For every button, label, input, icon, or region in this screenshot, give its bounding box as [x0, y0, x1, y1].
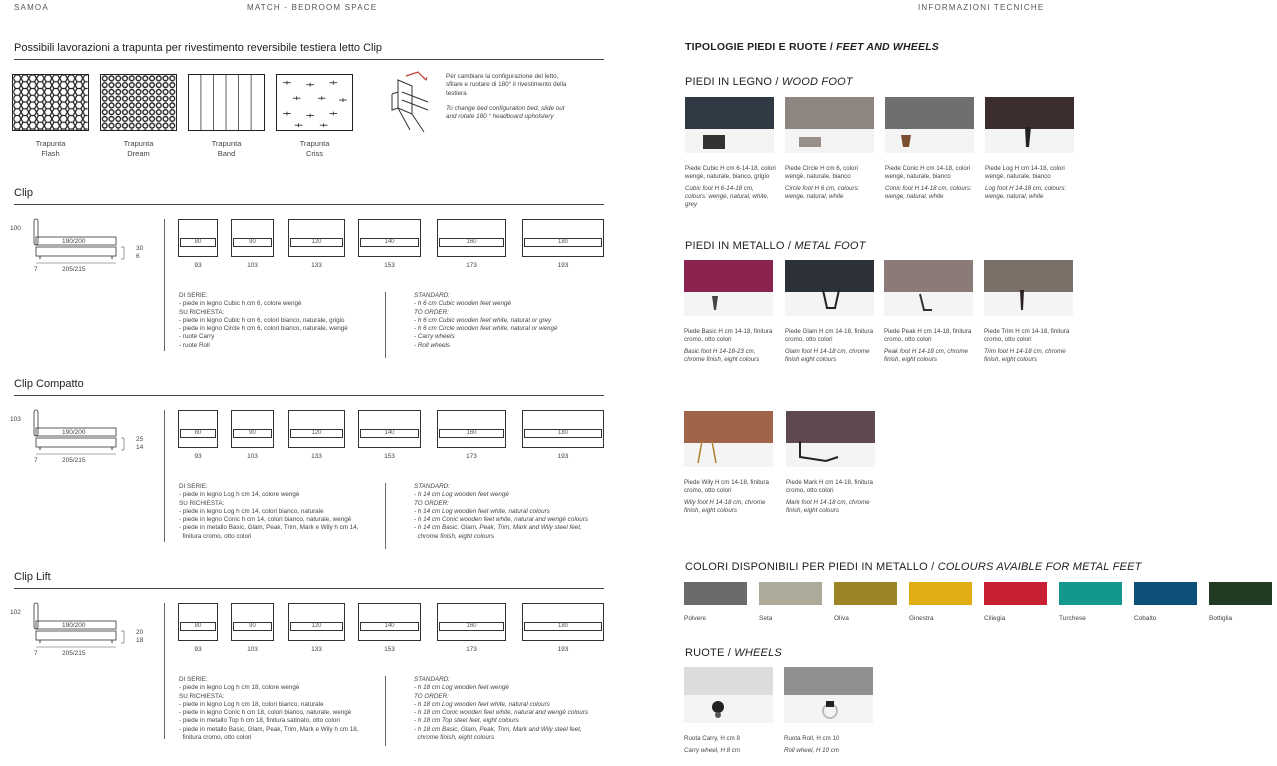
metal-caption-it: Piede Wily H cm 14-18, finitura cromo, otto colori: [684, 479, 769, 494]
bed-width: 180: [524, 429, 602, 438]
separator: [385, 676, 386, 746]
wood-caption-en: Circle foot H 6 cm, colours: wenge, natural, white: [785, 185, 860, 200]
spec-line: - piede in legno Circle h cm 6, colori bianco, naturale, wengè: [179, 325, 348, 333]
bed-top-view: [178, 219, 218, 269]
bed-width: 140: [360, 622, 419, 631]
pattern-flash: [12, 74, 89, 131]
bed-top-view: [437, 219, 506, 269]
metal-image: [785, 260, 874, 316]
metal-caption-en: Mark foot H 14-18 cm, chrome finish, eight colours: [786, 499, 870, 514]
dim-length: 190/200: [62, 238, 86, 245]
quilting-title: Possibili lavorazioni a trapunta per rivestimento reversibile testiera letto Clip: [14, 42, 383, 54]
wood-caption-en: Conic foot H 14-18 cm, colours: wenge, natural, white: [885, 185, 972, 200]
divider: [14, 59, 604, 60]
colour-name: Turchese: [1059, 615, 1086, 622]
colour-swatch: [684, 582, 747, 605]
wheel-caption-it: Ruota Carry, H cm 8: [684, 735, 740, 742]
spec-line: finitura cromo, otto colori: [179, 734, 252, 742]
dim-height: 102: [10, 609, 21, 616]
bed-top-view: [522, 603, 604, 653]
bed-total-width: 133: [311, 262, 322, 269]
bed-top-view: [358, 603, 421, 653]
bed-top-view: [288, 219, 345, 269]
colour-swatch: [1134, 582, 1197, 605]
wheel-caption-en: Carry wheel, H 8 cm: [684, 747, 741, 754]
bed-total-width: 173: [466, 646, 477, 653]
model-title: Clip: [14, 187, 33, 199]
bed-total-width: 193: [557, 646, 569, 653]
colour-name: Cobalto: [1134, 615, 1157, 622]
spec-line: - piede in legno Log h cm 18, colori bianco, naturale: [179, 700, 324, 708]
spec-line: TO ORDER:: [414, 308, 449, 316]
spec-line: - h 18 cm Basic, Glam, Peak, Trim, Mark and Wily steel feet,: [414, 725, 582, 733]
colour-name: Polvere: [684, 615, 707, 622]
dim-height: 103: [10, 416, 21, 423]
bed-width: 120: [290, 238, 343, 247]
bed-total-width: 153: [384, 646, 395, 653]
headboard-note-en: To change bed configuration bed, slide out and rotate 180 ° headboard upholstery: [446, 105, 565, 121]
model-title: Clip Lift: [14, 571, 51, 583]
bed-width: 180: [524, 238, 602, 247]
bed-top-view: [437, 410, 506, 460]
pattern-label-flash: Trapunta Flash: [35, 139, 66, 158]
bed-total-width: 193: [557, 262, 569, 269]
spec-line: - h 18 cm Log wooden feet white, natural colours: [414, 700, 550, 708]
headboard-note-it: Per cambiare la configurazione del letto, sfilare e ruotare di 180° il rivestimento della testiera: [446, 73, 567, 97]
dim-h1: 25: [136, 436, 144, 443]
spec-line: - piede in legno Cubic h cm 6, colori bianco, naturale, grigio: [179, 316, 345, 324]
dim-h2: 14: [136, 444, 144, 451]
feet-wheels-title: TIPOLOGIE PIEDI E RUOTE / FEET AND WHEELS: [685, 41, 940, 53]
bed-top-view: [522, 410, 604, 460]
metal-caption: [785, 328, 877, 364]
bed-total-width: 153: [384, 453, 395, 460]
divider: [14, 395, 604, 396]
dim-h2: 6: [136, 253, 140, 260]
colour-name: Oliva: [834, 615, 849, 622]
bed-total-width: 133: [311, 453, 322, 460]
spec-line: SU RICHIESTA:: [179, 308, 225, 316]
bed-total-width: 103: [247, 453, 258, 460]
spec-line: - Carry wheels: [414, 333, 455, 341]
bed-top-view: [358, 410, 421, 460]
spec-line: - h 14 cm Conic wooden feet white, natural and wengè colours: [414, 516, 588, 524]
colour-swatch: [1209, 582, 1272, 605]
wood-caption: [985, 165, 1077, 201]
wheel-caption-en: Roll wheel, H 10 cm: [784, 747, 840, 754]
dim-foot: 7: [34, 650, 38, 657]
wheel-caption: [684, 735, 776, 755]
spec-line: TO ORDER:: [414, 499, 449, 507]
specs-it: [179, 292, 384, 350]
spec-line: STANDARD:: [414, 292, 450, 299]
bed-width: 80: [180, 622, 216, 631]
dim-h2: 18: [136, 637, 144, 644]
spec-line: TO ORDER:: [414, 692, 449, 700]
bed-total-width: 103: [247, 646, 258, 653]
separator: [385, 483, 386, 549]
separator: [385, 292, 386, 358]
dim-length: 190/200: [62, 622, 86, 629]
wood-image: [785, 97, 874, 153]
dim-total: 205/215: [62, 457, 86, 464]
bed-width: 120: [290, 622, 343, 631]
spec-line: - h 14 cm Basic, Glam, Peak, Trim, Mark and Wily steel feet,: [414, 524, 582, 532]
bed-top-view: [178, 603, 218, 653]
spec-line: chrome finish, eight colours: [414, 734, 495, 742]
metal-foot-heading: PIEDI IN METALLO / METAL FOOT: [685, 240, 866, 252]
spec-line: - h 14 cm Log wooden feet wengè: [414, 491, 509, 499]
wheel-caption-it: Ruota Roll, H cm 10: [784, 735, 840, 742]
colour-name: Bottiglia: [1209, 615, 1233, 622]
metal-caption-it: Piede Trim H cm 14-18, finitura cromo, otto colori: [984, 328, 1070, 343]
wheel-caption: [784, 735, 876, 755]
bed-total-width: 93: [194, 262, 202, 269]
bed-width: 180: [524, 622, 602, 631]
pattern-dream: [100, 74, 177, 131]
metal-caption-it: Piede Mark H cm 14-18, finitura cromo, otto colori: [786, 479, 874, 494]
header-right: INFORMAZIONI TECNICHE: [918, 3, 1045, 12]
bed-total-width: 103: [247, 262, 258, 269]
dim-height: 100: [10, 225, 21, 232]
separator: [164, 219, 165, 351]
bed-width: 80: [180, 238, 216, 247]
metal-caption-it: Piede Basic H cm 14-18, finitura cromo, otto colori: [684, 328, 773, 343]
wood-caption-en: Log foot H 14-18 cm, colours: wenge, natural, white: [985, 185, 1067, 200]
metal-caption-it: Piede Peak H cm 14-18, finitura cromo, otto colori: [884, 328, 972, 343]
pattern-band: [188, 74, 265, 131]
colour-swatch: [909, 582, 972, 605]
bed-top-view: [437, 603, 506, 653]
bed-width: 140: [360, 238, 419, 247]
specs-en: [414, 676, 614, 742]
pattern-label-criss: Trapunta Criss: [299, 139, 330, 158]
dim-foot: 7: [34, 457, 38, 464]
metal-image: [684, 411, 773, 467]
spec-line: - piede in legno Log h cm 14, colori bianco, naturale: [179, 507, 324, 515]
pattern-label-band: Trapunta Band: [211, 139, 242, 158]
bed-top-view: [288, 410, 345, 460]
colour-name: Ginestra: [909, 615, 934, 622]
pattern-label-dream: Trapunta Dream: [123, 139, 154, 158]
separator: [164, 603, 165, 739]
bed-total-width: 133: [311, 646, 322, 653]
specs-en: [414, 292, 614, 350]
spec-line: - piede in legno Log h cm 14, colore wengè: [179, 491, 300, 499]
colour-name: Ciliegia: [984, 615, 1006, 622]
wheel-image: [684, 667, 773, 723]
spec-line: - ruote Roll: [179, 341, 210, 349]
bed-total-width: 173: [466, 262, 477, 269]
spec-line: - h 18 cm Conic wooden feet white, natural and wengè colours: [414, 709, 588, 717]
spec-line: - h 14 cm Log wooden feet white, natural colours: [414, 507, 550, 515]
spec-line: - piede in legno Conic h cm 14, colori bianco, naturale, wengè: [179, 516, 352, 524]
metal-caption: [684, 328, 776, 364]
spec-line: SU RICHIESTA:: [179, 499, 225, 507]
wood-caption-it: Piede Log H cm 14-18, colori wengè, naturale, bianco: [985, 165, 1065, 180]
header-left: SAMOA: [14, 3, 49, 12]
separator: [164, 410, 165, 542]
colour-swatch: [759, 582, 822, 605]
wheel-image: [784, 667, 873, 723]
spec-line: - piede in metallo Basic, Glam, Peak, Trim, Mark e Wily h cm 14,: [179, 524, 359, 532]
pattern-criss: [276, 74, 353, 131]
metal-image: [684, 260, 773, 316]
spec-line: - h 18 cm Log wooden feet wengè: [414, 684, 509, 692]
wood-caption-it: Piede Circle H cm 6, colori wengè, naturale, bianco: [785, 165, 858, 180]
bed-width: 90: [233, 238, 272, 247]
spec-line: DI SERIE:: [179, 483, 208, 490]
spec-line: STANDARD:: [414, 483, 450, 490]
bed-width: 160: [439, 238, 504, 247]
wood-foot-heading: PIEDI IN LEGNO / WOOD FOOT: [685, 76, 853, 88]
spec-line: - h 6 cm Circle wooden feet white, natural or wengè: [414, 325, 558, 333]
spec-line: - piede in legno Cubic h cm 6, colore wengè: [179, 300, 302, 308]
spec-line: chrome finish, eight colours: [414, 532, 495, 540]
bed-width: 80: [180, 429, 216, 438]
metal-caption-en: Wily foot H 14-18 cm, chrome finish, eight colours: [684, 499, 766, 514]
metal-caption-it: Piede Glam H cm 14-18, finitura cromo, otto colori: [785, 328, 874, 343]
wood-caption: [685, 165, 777, 209]
specs-it: [179, 676, 384, 742]
spec-line: - piede in legno Log h cm 18, colore wengè: [179, 684, 300, 692]
bed-top-view: [231, 219, 274, 269]
metal-caption: [884, 328, 976, 364]
wood-image: [885, 97, 974, 153]
bed-width: 90: [233, 622, 272, 631]
bed-total-width: 193: [557, 453, 569, 460]
bed-width: 160: [439, 622, 504, 631]
wood-caption-en: Cubic foot H 6-14-18 cm, colours: wenge, natural, white, grey: [685, 185, 769, 208]
metal-caption: [984, 328, 1076, 364]
bed-top-view: [288, 603, 345, 653]
spec-line: - piede in legno Conic h cm 18, colori bianco, naturale, wengè: [179, 709, 352, 717]
wheels-heading: RUOTE / WHEELS: [685, 647, 782, 659]
spec-line: - ruote Carry: [179, 333, 215, 341]
spec-line: STANDARD:: [414, 676, 450, 683]
model-title: Clip Compatto: [14, 378, 84, 390]
header-center: MATCH - BEDROOM SPACE: [247, 3, 378, 12]
colour-swatch: [1059, 582, 1122, 605]
bed-total-width: 93: [194, 646, 202, 653]
dim-total: 205/215: [62, 650, 86, 657]
specs-it: [179, 483, 384, 541]
colour-swatch: [984, 582, 1047, 605]
metal-caption-en: Trim foot H 14-18 cm, chrome finish, eight colours: [984, 348, 1066, 363]
wood-image: [985, 97, 1074, 153]
spec-line: - Roll wheels: [414, 341, 451, 349]
bed-top-view: [522, 219, 604, 269]
spec-line: - h 6 cm Cubic wooden feet wengè: [414, 300, 511, 308]
metal-caption: [684, 479, 776, 515]
metal-caption-en: Basic foot H 14-18-23 cm, chrome finish, eight colours: [684, 348, 760, 363]
spec-line: finitura cromo, otto colori: [179, 532, 252, 540]
specs-en: [414, 483, 614, 541]
metal-image: [984, 260, 1073, 316]
dim-total: 205/215: [62, 266, 86, 273]
spec-line: - piede in metallo Basic, Glam, Peak, Trim, Mark e Wily h cm 18,: [179, 725, 359, 733]
wood-caption: [785, 165, 877, 201]
divider: [14, 204, 604, 205]
spec-line: DI SERIE:: [179, 292, 208, 299]
bed-width: 90: [233, 429, 272, 438]
metal-caption-en: Peak foot H 14-18 cm, chrome finish, eight colours: [884, 348, 968, 363]
spec-line: - piede in metallo Top h cm 18, finitura satinato, otto colori: [179, 717, 340, 725]
metal-colours-heading: COLORI DISPONIBILI PER PIEDI IN METALLO / COLOURS AVAIBLE FOR METAL FEET: [685, 561, 1142, 573]
divider: [14, 588, 604, 589]
bed-total-width: 153: [384, 262, 395, 269]
bed-top-view: [231, 410, 274, 460]
dim-h1: 30: [136, 245, 144, 252]
spec-line: SU RICHIESTA:: [179, 692, 225, 700]
bed-width: 160: [439, 429, 504, 438]
headboard-rotate-icon: [388, 70, 438, 138]
spec-line: DI SERIE:: [179, 676, 208, 683]
bed-top-view: [358, 219, 421, 269]
dim-h1: 20: [136, 629, 144, 636]
bed-width: 140: [360, 429, 419, 438]
wood-image: [685, 97, 774, 153]
bed-width: 120: [290, 429, 343, 438]
dim-length: 190/200: [62, 429, 86, 436]
metal-caption-en: Glam foot H 14-18 cm, chrome finish eight colours: [785, 348, 870, 363]
bed-total-width: 173: [466, 453, 477, 460]
colour-swatch: [834, 582, 897, 605]
metal-image: [786, 411, 875, 467]
spec-line: - h 6 cm Cubic wooden feet white, natural or grey: [414, 316, 552, 324]
metal-caption: [786, 479, 878, 515]
colour-name: Seta: [759, 615, 773, 622]
metal-image: [884, 260, 973, 316]
bed-top-view: [178, 410, 218, 460]
bed-side-view: [22, 217, 162, 267]
dim-foot: 7: [34, 266, 38, 273]
wood-caption: [885, 165, 977, 201]
spec-line: - h 18 cm Top steel feet, eight colours: [414, 717, 519, 725]
wood-caption-it: Piede Cubic H cm 6-14-18, colori wengè, naturale, bianco, grigio: [685, 165, 776, 180]
wood-caption-it: Piede Conic H cm 14-18, colori wengè, naturale, bianco: [885, 165, 971, 180]
bed-total-width: 93: [194, 453, 202, 460]
bed-top-view: [231, 603, 274, 653]
